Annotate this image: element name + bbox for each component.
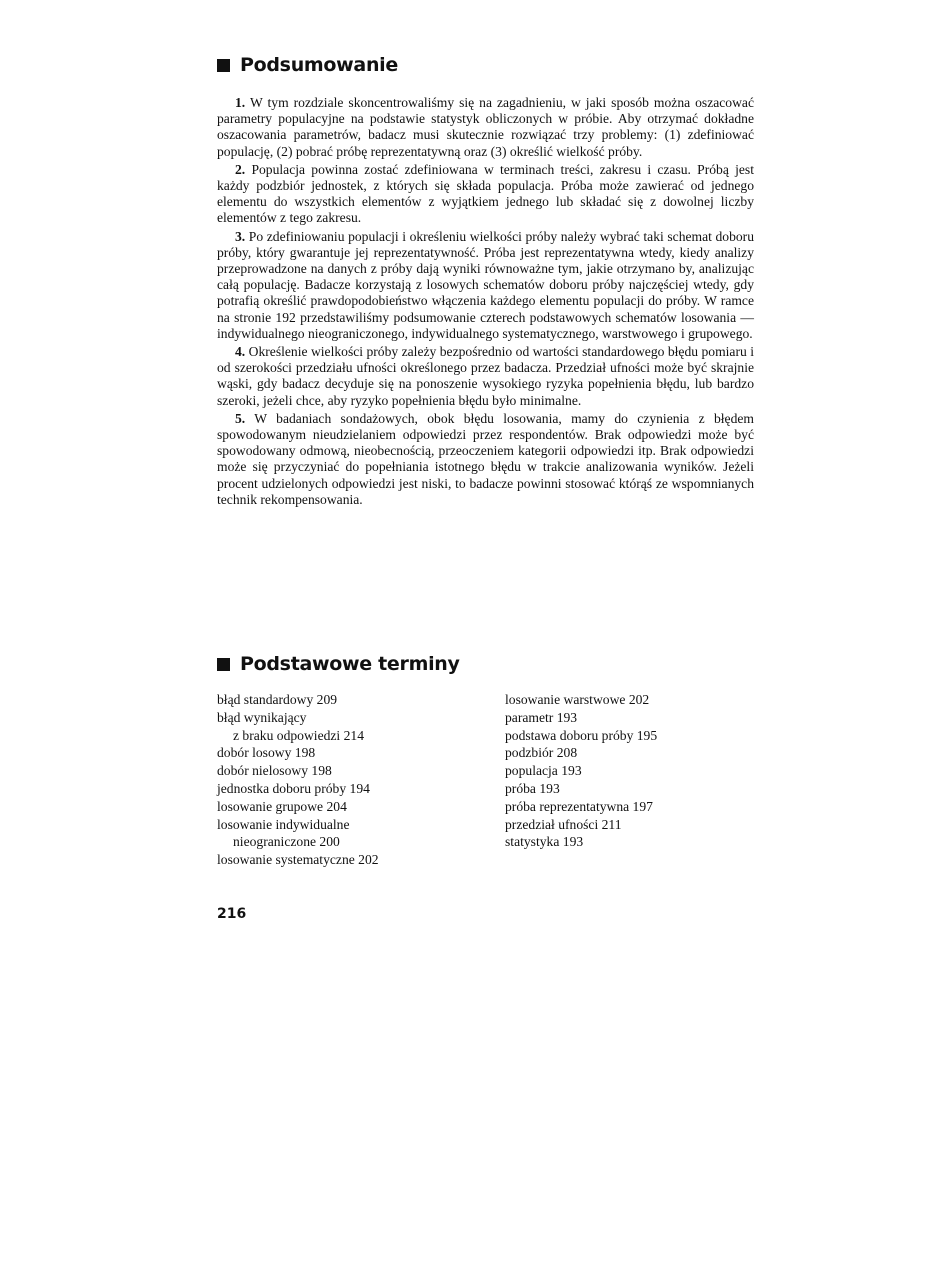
page-number: 216 [217, 906, 247, 922]
term-item: losowanie grupowe 204 [217, 798, 347, 814]
term-item: dobór nielosowy 198 [217, 763, 332, 779]
summary-section [217, 95, 754, 510]
term-item: dobór losowy 198 [217, 745, 316, 761]
term-item: losowanie warstwowe 202 [505, 692, 650, 707]
summary-heading [217, 54, 398, 76]
summary-paragraph-1: 1. W tym rozdziale skoncentrowaliśmy się na zagadnieniu, w jaki sposób można oszacować parametry populacyjne na podstawie statystyk obliczonych w próbie. Aby otrzymać dokładne oszacowania parametrów, badacz musi skutecznie rozwiązać trzy problemy: (1) zdefiniować populację, (2) pobrać próbę reprezentatywną oraz (3) określić wielkość próby. [217, 95, 754, 159]
term-item: podzbiór 208 [505, 745, 578, 761]
term-item: losowanie indywidualne nieograniczone 200 [217, 816, 350, 850]
term-item: parametr 193 [505, 709, 578, 725]
term-item: próba reprezentatywna 197 [505, 798, 653, 814]
square-bullet-icon [217, 59, 230, 72]
square-bullet-icon [217, 658, 230, 671]
summary-heading-text: Podsumowanie [240, 54, 398, 76]
term-item: statystyka 193 [505, 834, 584, 850]
terms-heading-text: Podstawowe terminy [240, 653, 460, 675]
term-item: populacja 193 [505, 763, 582, 779]
summary-paragraph-4: 4. Określenie wielkości próby zależy bezpośrednio od wartości standardowego błędu pomiaru i od szerokości przedziału ufności określonego przez badacza. Przedział ufności może być skrajnie wąski, gdy badacz decyduje się na ponoszenie wysokiego ryzyka popełnienia błędu, lub bardzo szeroki, jeżeli chce, aby ryzyko popełnienia błędu było minimalne. [217, 344, 754, 408]
terms-list-right [505, 691, 755, 851]
summary-paragraph-5: 5. W badaniach sondażowych, obok błędu losowania, mamy do czynienia z błędem spowodowanym nieudzielaniem odpowiedzi przez respondentów. Brak odpowiedzi może być spowodowany odmową, nieobecnością, przeoczeniem kategorii odpowiedzi itp. Brak odpowiedzi może się przyczyniać do popełniania istotnego błędu w trakcie analizowania wyników. Jeżeli procent udzielonych odpowiedzi jest niski, to badacze powinni stosować którąś ze wspomnianych technik rekompensowania. [217, 410, 754, 507]
term-item: błąd wynikający z braku odpowiedzi 214 [217, 709, 364, 743]
term-item: przedział ufności 211 [505, 816, 622, 832]
terms-heading [217, 653, 460, 675]
summary-paragraph-3: 3. Po zdefiniowaniu populacji i określeniu wielkości próby należy wybrać taki schemat doboru próby, który gwarantuje jej reprezentatywność. Próba jest reprezentatywna wtedy, kiedy analizy przeprowadzone na danych z próby dają wyniki równoważne tym, jakie otrzymano by, analizując całą populację. Badacze korzystają z losowych schematów doboru próby najczęściej wtedy, gdy potrafią określić prawdopodobieństwo włączenia każdego elementu populacji do próby. W ramce na stronie 192 przedstawiliśmy podsumowanie czterech podstawowych schematów losowania — indywidualnego nieograniczonego, indywidualnego systematycznego, warstwowego i grupowego. [217, 228, 754, 341]
summary-paragraph-2: 2. Populacja powinna zostać zdefiniowana w terminach treści, zakresu i czasu. Próbą jest każdy podzbiór jednostek, z których się składa populacja. Próba może zawierać od jednego elementu do wszystkich elementów z wyjątkiem jednego lub składać się z dowolnej liczby elementów z tego zakresu. [217, 161, 754, 226]
term-item: podstawa doboru próby 195 [505, 727, 658, 743]
terms-list-left [217, 691, 487, 869]
term-item: błąd standardowy 209 [217, 692, 338, 707]
term-item: jednostka doboru próby 194 [217, 780, 370, 796]
term-item: próba 193 [505, 780, 560, 796]
term-item: losowanie systematyczne 202 [217, 852, 379, 868]
